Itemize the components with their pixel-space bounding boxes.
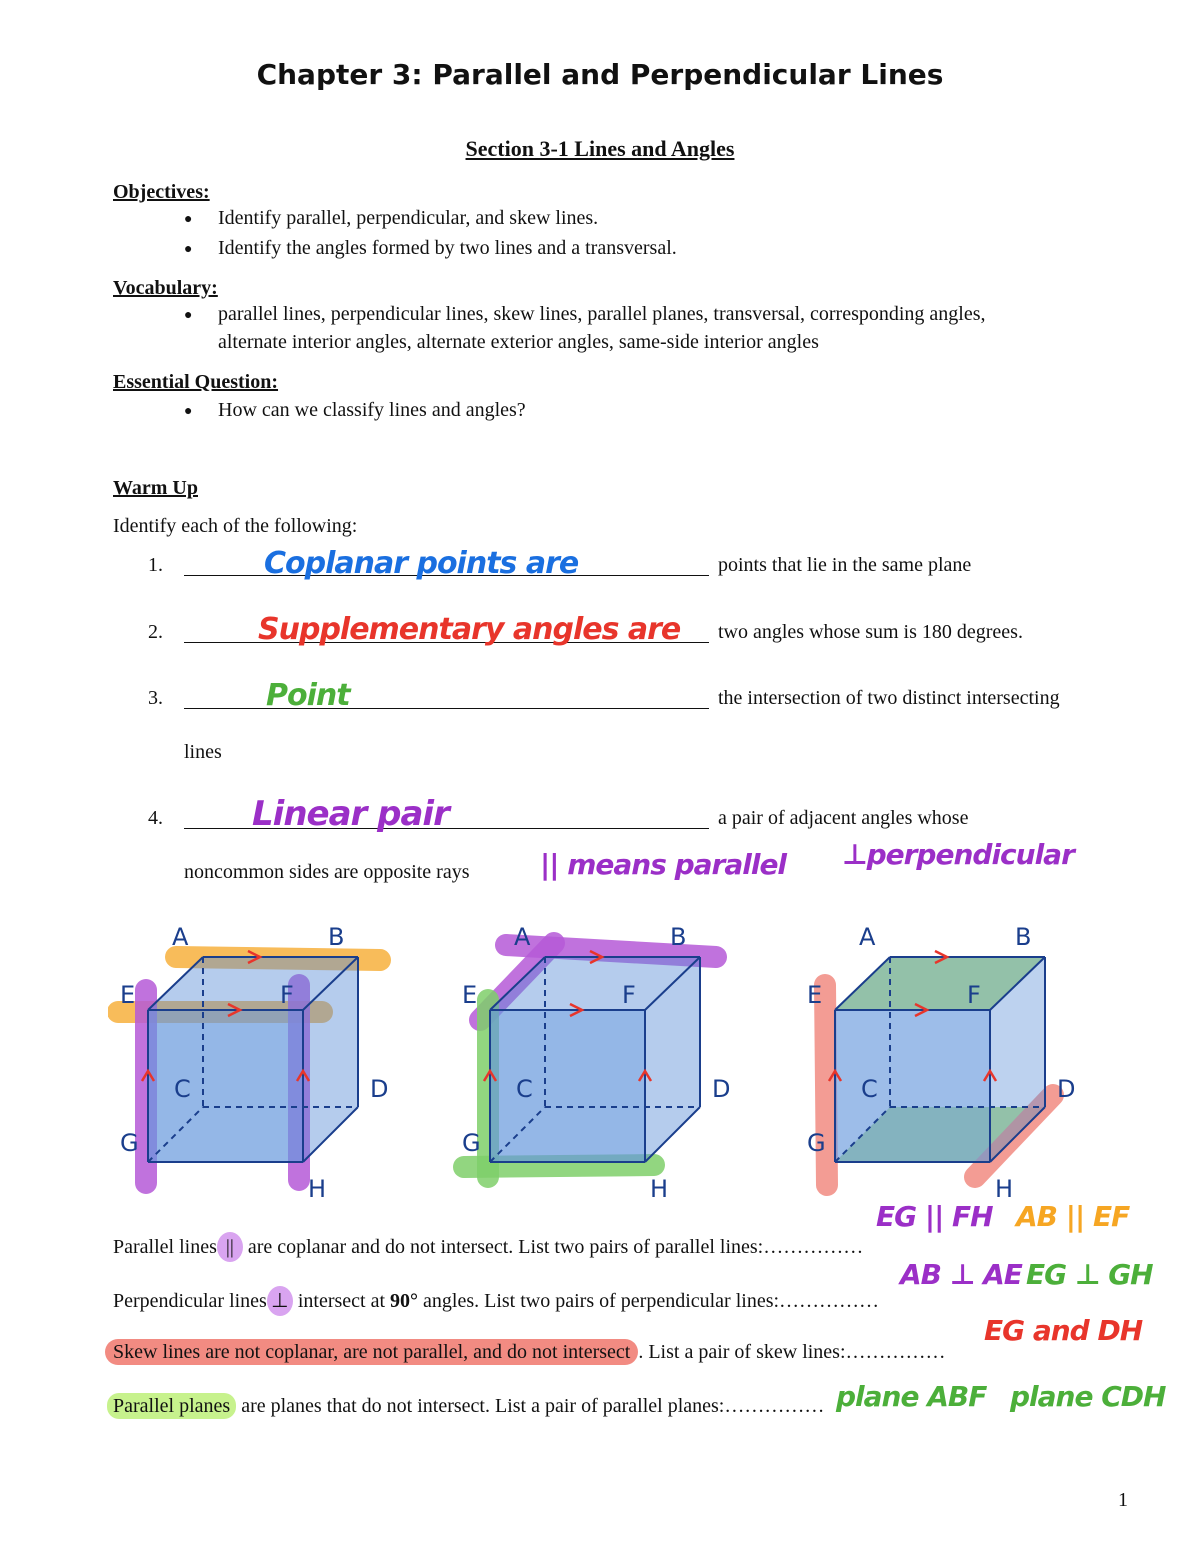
vertex-label: E — [120, 981, 136, 1009]
page-title: Chapter 3: Parallel and Perpendicular Lines — [256, 58, 944, 91]
definition: two angles whose sum is 180 degrees. — [718, 621, 1023, 643]
dot-leader: …………… — [724, 1395, 825, 1417]
vertex-label: C — [174, 1075, 191, 1103]
vertex-label: G — [807, 1129, 826, 1157]
vertex-label: G — [120, 1129, 139, 1157]
parallel-symbol: || — [217, 1232, 243, 1262]
dot-leader: …………… — [779, 1290, 880, 1312]
handwritten-answer: Supplementary angles are — [258, 612, 681, 647]
vertex-label: E — [462, 981, 478, 1009]
essential-question: How can we classify lines and angles? — [218, 399, 526, 421]
vertex-label: B — [670, 923, 687, 951]
essential-heading: Essential Question: — [113, 371, 279, 393]
statement-text: . List a pair of skew lines: — [638, 1341, 846, 1363]
handwritten-answer: Linear pair — [252, 794, 449, 834]
statement-text: are coplanar and do not intersect. List two pairs of parallel lines: — [247, 1236, 764, 1258]
definition: a pair of adjacent angles whose — [718, 807, 969, 829]
handwritten-answer: EG and DH — [984, 1314, 1143, 1347]
section-title: Section 3-1 Lines and Angles — [465, 136, 735, 161]
parallel-statement — [113, 1232, 863, 1262]
bullet-icon: ● — [184, 308, 193, 323]
item-number: 4. — [148, 807, 163, 829]
handwritten-answer: AB || EF — [1016, 1200, 1130, 1233]
handwritten-answer: Coplanar points are — [264, 546, 579, 581]
dot-leader: …………… — [845, 1341, 946, 1363]
objective-item: Identify parallel, perpendicular, and skew lines. — [218, 207, 599, 229]
definition: points that lie in the same plane — [718, 554, 972, 576]
vertex-label: D — [1057, 1075, 1076, 1103]
degree-value: 90° — [390, 1290, 419, 1312]
bullet-icon: ● — [184, 404, 193, 419]
perpendicular-symbol: ⊥ — [267, 1286, 293, 1316]
handwritten-answer: plane CDH — [1010, 1380, 1166, 1413]
item-number: 3. — [148, 687, 163, 709]
statement-text: intersect at — [297, 1290, 386, 1312]
handwritten-answer: EG ⊥ GH — [1026, 1258, 1153, 1291]
warmup-heading: Warm Up — [113, 477, 198, 499]
vertex-label: C — [861, 1075, 878, 1103]
item-number: 2. — [148, 621, 163, 643]
vocabulary-heading: Vocabulary: — [113, 277, 218, 299]
handwritten-answer: EG || FH — [876, 1200, 993, 1233]
dot-leader: …………… — [763, 1236, 864, 1258]
cube-diagram-skew-planes — [795, 915, 1095, 1205]
handwritten-answer: plane ABF — [836, 1380, 987, 1413]
handwritten-note: ⊥perpendicular — [842, 838, 1074, 871]
vertex-label: B — [1015, 923, 1032, 951]
cube-diagram-perpendicular — [450, 915, 750, 1205]
vertex-label: D — [370, 1075, 389, 1103]
objective-item: Identify the angles formed by two lines and a transversal. — [218, 237, 677, 259]
definition-continued: noncommon sides are opposite rays — [184, 861, 470, 883]
vertex-label: A — [172, 923, 189, 951]
vertex-label: A — [514, 923, 531, 951]
objectives-heading: Objectives: — [113, 181, 210, 203]
vertex-label: G — [462, 1129, 481, 1157]
definition: the intersection of two distinct intersecting — [718, 687, 1060, 709]
statement-text: Perpendicular lines — [113, 1290, 267, 1312]
vertex-label: D — [712, 1075, 731, 1103]
vertex-label: F — [967, 981, 981, 1009]
answer-blank — [184, 708, 709, 709]
planes-statement — [107, 1394, 824, 1418]
perpendicular-statement — [113, 1286, 879, 1316]
bullet-icon: ● — [184, 242, 193, 257]
handwritten-answer: AB ⊥ AE — [900, 1258, 1022, 1291]
page-number: 1 — [1118, 1489, 1128, 1511]
warmup-intro: Identify each of the following: — [113, 515, 358, 537]
vertex-label: H — [995, 1175, 1014, 1203]
vocabulary-line: parallel lines, perpendicular lines, skew lines, parallel planes, transversal, corresponding angles, — [218, 303, 986, 325]
vertex-label: H — [308, 1175, 327, 1203]
item-number: 1. — [148, 554, 163, 576]
vertex-label: E — [807, 981, 823, 1009]
vertex-label: F — [622, 981, 636, 1009]
planes-highlight: Parallel planes — [107, 1393, 236, 1419]
statement-text: angles. List two pairs of perpendicular lines: — [423, 1290, 780, 1312]
cube-diagram-parallel — [108, 915, 408, 1205]
handwritten-answer: Point — [266, 678, 350, 713]
bullet-icon: ● — [184, 212, 193, 227]
definition-continued: lines — [184, 741, 222, 763]
handwritten-note: || means parallel — [540, 848, 787, 881]
skew-statement — [105, 1340, 946, 1364]
vertex-label: C — [516, 1075, 533, 1103]
vertex-label: F — [280, 981, 294, 1009]
skew-highlight: Skew lines are not coplanar, are not parallel, and do not intersect — [105, 1339, 638, 1365]
vocabulary-line: alternate interior angles, alternate exterior angles, same-side interior angles — [218, 331, 819, 353]
vertex-label: B — [328, 923, 345, 951]
vertex-label: A — [859, 923, 876, 951]
vertex-label: H — [650, 1175, 669, 1203]
statement-text: are planes that do not intersect. List a pair of parallel planes: — [241, 1395, 725, 1417]
statement-text: Parallel lines — [113, 1236, 217, 1258]
